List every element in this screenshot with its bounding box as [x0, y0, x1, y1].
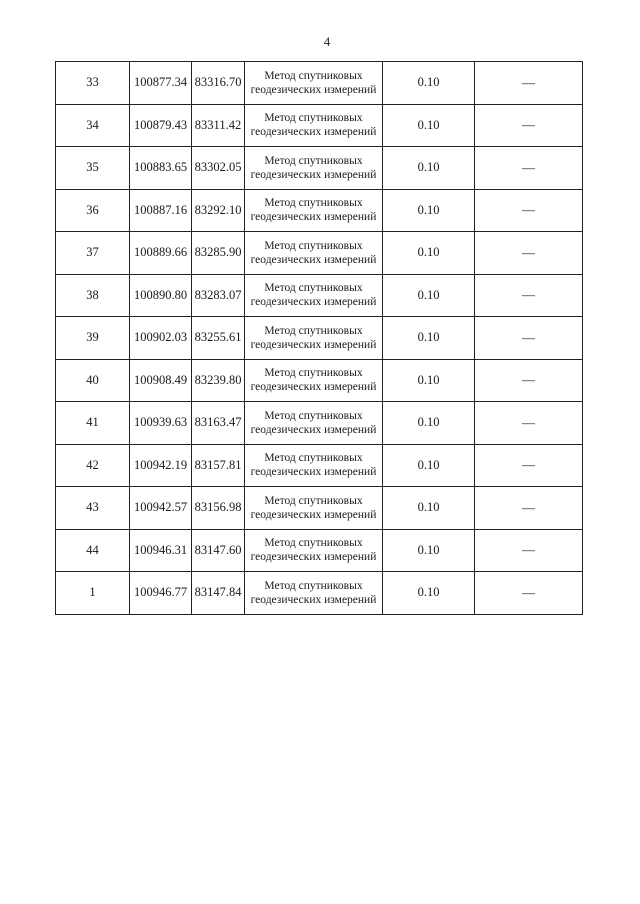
table-row — [56, 572, 583, 615]
y-coordinate-cell: 83311.42 — [192, 104, 245, 147]
point-number-cell: 37 — [56, 232, 130, 275]
point-number-cell: 43 — [56, 487, 130, 530]
point-number-cell: 40 — [56, 359, 130, 402]
x-coordinate-cell: 100877.34 — [130, 62, 192, 105]
accuracy-cell: 0.10 — [383, 402, 475, 445]
table-row — [56, 529, 583, 572]
point-number-cell: 38 — [56, 274, 130, 317]
method-line-1: Метод спутниковых — [264, 239, 363, 252]
y-coordinate-cell: 83302.05 — [192, 147, 245, 190]
method-line-1: Метод спутниковых — [264, 112, 363, 125]
method-cell — [245, 189, 383, 232]
y-coordinate-cell: 83156.98 — [192, 487, 245, 530]
x-coordinate-cell: 100946.31 — [130, 529, 192, 572]
table-row — [56, 402, 583, 445]
page-number: 4 — [323, 34, 331, 49]
y-coordinate-cell: 83255.61 — [192, 317, 245, 360]
method-line-2: геодезических измерений — [250, 381, 377, 394]
point-number-cell: 44 — [56, 529, 130, 572]
table-body — [56, 62, 583, 615]
method-cell — [245, 62, 383, 105]
y-coordinate-cell: 83292.10 — [192, 189, 245, 232]
y-coordinate-cell: 83239.80 — [192, 359, 245, 402]
method-line-2: геодезических измерений — [250, 508, 377, 521]
x-coordinate-cell: 100942.57 — [130, 487, 192, 530]
point-number-cell: 42 — [56, 444, 130, 487]
method-line-2: геодезических измерений — [250, 83, 377, 96]
method-line-1: Метод спутниковых — [264, 537, 363, 550]
accuracy-cell: 0.10 — [383, 232, 475, 275]
y-coordinate-cell: 83316.70 — [192, 62, 245, 105]
table-row — [56, 274, 583, 317]
x-coordinate-cell: 100942.19 — [130, 444, 192, 487]
method-cell — [245, 274, 383, 317]
method-line-2: геодезических измерений — [250, 296, 377, 309]
y-coordinate-cell: 83147.60 — [192, 529, 245, 572]
accuracy-cell: 0.10 — [383, 104, 475, 147]
note-cell: — — [475, 487, 583, 530]
y-coordinate-cell: 83157.81 — [192, 444, 245, 487]
point-number-cell: 34 — [56, 104, 130, 147]
note-cell: — — [475, 317, 583, 360]
y-coordinate-cell: 83147.84 — [192, 572, 245, 615]
point-number-cell: 33 — [56, 62, 130, 105]
point-number-cell: 1 — [56, 572, 130, 615]
accuracy-cell: 0.10 — [383, 444, 475, 487]
accuracy-cell: 0.10 — [383, 359, 475, 402]
accuracy-cell: 0.10 — [383, 189, 475, 232]
x-coordinate-cell: 100902.03 — [130, 317, 192, 360]
method-line-1: Метод спутниковых — [264, 579, 363, 592]
note-cell: — — [475, 104, 583, 147]
method-line-1: Метод спутниковых — [264, 452, 363, 465]
method-line-1: Метод спутниковых — [264, 69, 363, 82]
method-line-1: Метод спутниковых — [264, 367, 363, 380]
point-number-cell: 36 — [56, 189, 130, 232]
method-cell — [245, 359, 383, 402]
method-cell — [245, 572, 383, 615]
method-line-1: Метод спутниковых — [264, 282, 363, 295]
method-line-2: геодезических измерений — [250, 126, 377, 139]
y-coordinate-cell: 83285.90 — [192, 232, 245, 275]
point-number-cell: 35 — [56, 147, 130, 190]
table-row — [56, 359, 583, 402]
coordinates-table — [55, 61, 583, 615]
method-cell — [245, 487, 383, 530]
note-cell: — — [475, 572, 583, 615]
accuracy-cell: 0.10 — [383, 529, 475, 572]
x-coordinate-cell: 100890.80 — [130, 274, 192, 317]
table-row — [56, 444, 583, 487]
x-coordinate-cell: 100883.65 — [130, 147, 192, 190]
method-line-2: геодезических измерений — [250, 423, 377, 436]
x-coordinate-cell: 100908.49 — [130, 359, 192, 402]
method-line-2: геодезических измерений — [250, 338, 377, 351]
method-line-2: геодезических измерений — [250, 466, 377, 479]
accuracy-cell: 0.10 — [383, 317, 475, 360]
method-line-1: Метод спутниковых — [264, 409, 363, 422]
point-number-cell: 41 — [56, 402, 130, 445]
note-cell: — — [475, 274, 583, 317]
note-cell: — — [475, 62, 583, 105]
x-coordinate-cell: 100879.43 — [130, 104, 192, 147]
table-row — [56, 232, 583, 275]
note-cell: — — [475, 147, 583, 190]
accuracy-cell: 0.10 — [383, 62, 475, 105]
method-cell — [245, 402, 383, 445]
table-row — [56, 147, 583, 190]
y-coordinate-cell: 83283.07 — [192, 274, 245, 317]
table-row — [56, 487, 583, 530]
note-cell: — — [475, 444, 583, 487]
method-line-2: геодезических измерений — [250, 211, 377, 224]
method-line-2: геодезических измерений — [250, 551, 377, 564]
method-cell — [245, 529, 383, 572]
table-row — [56, 317, 583, 360]
method-cell — [245, 147, 383, 190]
method-line-1: Метод спутниковых — [264, 324, 363, 337]
x-coordinate-cell: 100887.16 — [130, 189, 192, 232]
method-cell — [245, 104, 383, 147]
note-cell: — — [475, 232, 583, 275]
accuracy-cell: 0.10 — [383, 274, 475, 317]
accuracy-cell: 0.10 — [383, 147, 475, 190]
point-number-cell: 39 — [56, 317, 130, 360]
table-row — [56, 189, 583, 232]
method-line-1: Метод спутниковых — [264, 154, 363, 167]
method-cell — [245, 317, 383, 360]
accuracy-cell: 0.10 — [383, 487, 475, 530]
method-line-1: Метод спутниковых — [264, 494, 363, 507]
note-cell: — — [475, 189, 583, 232]
x-coordinate-cell: 100889.66 — [130, 232, 192, 275]
note-cell: — — [475, 359, 583, 402]
note-cell: — — [475, 529, 583, 572]
method-line-2: геодезических измерений — [250, 168, 377, 181]
method-cell — [245, 444, 383, 487]
method-cell — [245, 232, 383, 275]
method-line-1: Метод спутниковых — [264, 197, 363, 210]
note-cell: — — [475, 402, 583, 445]
method-line-2: геодезических измерений — [250, 253, 377, 266]
accuracy-cell: 0.10 — [383, 572, 475, 615]
y-coordinate-cell: 83163.47 — [192, 402, 245, 445]
method-line-2: геодезических измерений — [250, 593, 377, 606]
x-coordinate-cell: 100946.77 — [130, 572, 192, 615]
x-coordinate-cell: 100939.63 — [130, 402, 192, 445]
table-row — [56, 62, 583, 105]
table-row — [56, 104, 583, 147]
